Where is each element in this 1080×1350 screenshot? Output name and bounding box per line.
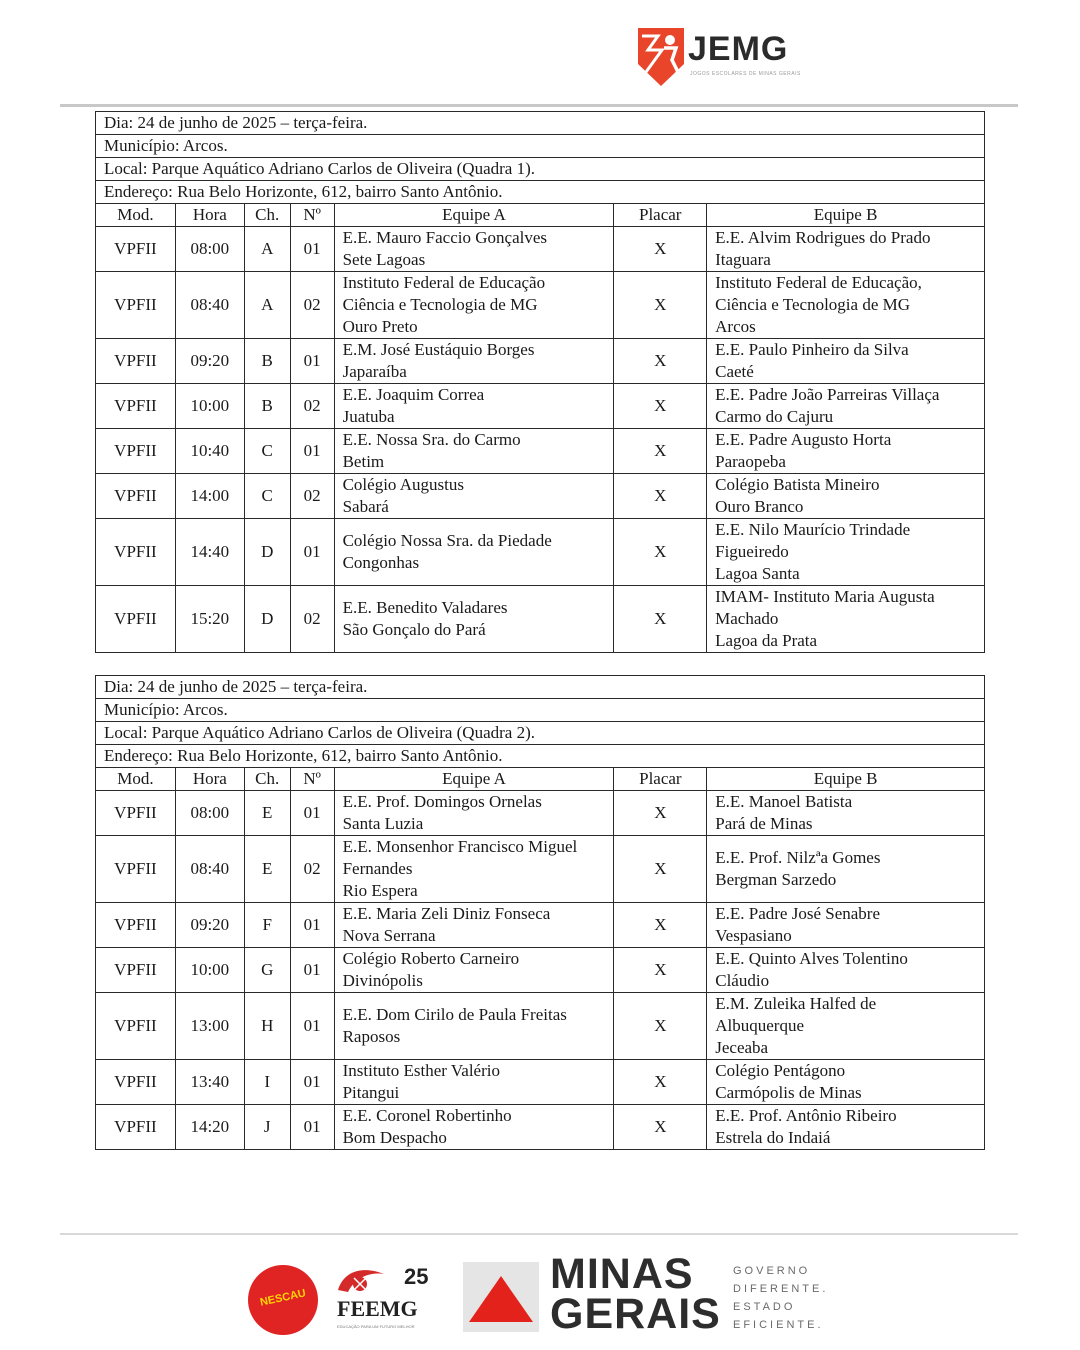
match-number-cell: 02 xyxy=(290,272,334,339)
team-line: E.E. Prof. Nilzªa Gomes xyxy=(715,848,881,867)
match-row xyxy=(96,836,985,903)
team-line: Colégio Nossa Sra. da Piedade xyxy=(342,531,552,550)
team-a-cell xyxy=(334,429,614,474)
score-cell: X xyxy=(614,474,707,519)
match-number-cell: 01 xyxy=(290,903,334,948)
team-b-cell xyxy=(707,791,985,836)
schedule-table-quadra-2 xyxy=(95,675,985,1150)
team-b-cell xyxy=(707,903,985,948)
match-row xyxy=(96,272,985,339)
team-line: Pitangui xyxy=(342,1083,400,1102)
team-line: Figueiredo xyxy=(715,542,789,561)
venue-line: Local: Parque Aquático Adriano Carlos de Oliveira (Quadra 1). xyxy=(96,158,985,181)
team-line: E.E. Paulo Pinheiro da Silva xyxy=(715,340,909,359)
team-a-cell xyxy=(334,474,614,519)
header-divider xyxy=(60,104,1018,107)
team-b-cell xyxy=(707,384,985,429)
team-line: Lagoa da Prata xyxy=(715,631,818,650)
team-line: E.E. Dom Cirilo de Paula Freitas xyxy=(342,1005,567,1024)
team-a-cell xyxy=(334,1105,614,1150)
score-cell: X xyxy=(614,993,707,1060)
match-row xyxy=(96,993,985,1060)
footer-divider xyxy=(60,1233,1018,1235)
header-ch: Ch. xyxy=(244,204,290,227)
feemg-anniversary-text: 25 xyxy=(404,1264,429,1289)
date-line: Dia: 24 de junho de 2025 – terça-feira. xyxy=(96,112,985,135)
score-cell: X xyxy=(614,227,707,272)
team-line: IMAM- Instituto Maria Augusta xyxy=(715,587,935,606)
group-cell: E xyxy=(244,791,290,836)
team-line: Carmo do Cajuru xyxy=(715,407,834,426)
team-line: E.E. Quinto Alves Tolentino xyxy=(715,949,908,968)
team-line: Juatuba xyxy=(342,407,395,426)
team-line: Ouro Branco xyxy=(715,497,804,516)
time-cell: 08:40 xyxy=(175,836,244,903)
team-line: Estrela do Indaiá xyxy=(715,1128,831,1147)
group-cell: E xyxy=(244,836,290,903)
team-b-cell xyxy=(707,429,985,474)
team-a-cell xyxy=(334,948,614,993)
group-cell: A xyxy=(244,272,290,339)
match-number-cell: 01 xyxy=(290,791,334,836)
time-cell: 10:40 xyxy=(175,429,244,474)
team-line: E.E. Manoel Batista xyxy=(715,792,853,811)
modality-cell: VPFII xyxy=(96,339,176,384)
team-b-cell xyxy=(707,519,985,586)
team-line: Vespasiano xyxy=(715,926,792,945)
team-a-cell xyxy=(334,791,614,836)
tagline-line: DIFERENTE. xyxy=(733,1283,829,1295)
group-cell: J xyxy=(244,1105,290,1150)
group-cell: F xyxy=(244,903,290,948)
team-b-cell xyxy=(707,474,985,519)
time-cell: 14:20 xyxy=(175,1105,244,1150)
match-row xyxy=(96,339,985,384)
nescau-logo xyxy=(248,1265,318,1335)
match-number-cell: 01 xyxy=(290,227,334,272)
header-placar: Placar xyxy=(614,204,707,227)
score-cell: X xyxy=(614,791,707,836)
time-cell: 15:20 xyxy=(175,586,244,653)
score-cell: X xyxy=(614,272,707,339)
team-line: Colégio Pentágono xyxy=(715,1061,846,1080)
score-cell: X xyxy=(614,519,707,586)
team-b-cell xyxy=(707,272,985,339)
header-mod: Mod. xyxy=(96,768,176,791)
team-line: Japaraíba xyxy=(342,362,407,381)
team-line: E.E. Monsenhor Francisco Miguel xyxy=(342,837,578,856)
time-cell: 08:00 xyxy=(175,791,244,836)
team-line: Betim xyxy=(342,452,385,471)
time-cell: 09:20 xyxy=(175,339,244,384)
modality-cell: VPFII xyxy=(96,791,176,836)
header-mod: Mod. xyxy=(96,204,176,227)
team-b-cell xyxy=(707,586,985,653)
match-row xyxy=(96,429,985,474)
team-a-cell xyxy=(334,519,614,586)
group-cell: C xyxy=(244,474,290,519)
match-row xyxy=(96,948,985,993)
team-line: Jeceaba xyxy=(715,1038,769,1057)
column-header-row xyxy=(96,204,985,227)
group-cell: B xyxy=(244,339,290,384)
group-cell: D xyxy=(244,586,290,653)
time-cell: 09:20 xyxy=(175,903,244,948)
team-line: Congonhas xyxy=(342,553,420,572)
team-line: E.E. Prof. Antônio Ribeiro xyxy=(715,1106,897,1125)
team-b-cell xyxy=(707,339,985,384)
match-row xyxy=(96,227,985,272)
match-row xyxy=(96,474,985,519)
team-b-cell xyxy=(707,227,985,272)
team-line: Cláudio xyxy=(715,971,770,990)
score-cell: X xyxy=(614,429,707,474)
column-header-row xyxy=(96,768,985,791)
team-line: E.E. Maria Zeli Diniz Fonseca xyxy=(342,904,551,923)
modality-cell: VPFII xyxy=(96,948,176,993)
team-line: Colégio Roberto Carneiro xyxy=(342,949,520,968)
team-b-cell xyxy=(707,1105,985,1150)
header-equipe-a: Equipe A xyxy=(334,768,614,791)
modality-cell: VPFII xyxy=(96,1060,176,1105)
team-line: E.M. Zuleika Halfed de xyxy=(715,994,877,1013)
modality-cell: VPFII xyxy=(96,519,176,586)
header-ch: Ch. xyxy=(244,768,290,791)
team-line: Arcos xyxy=(715,317,756,336)
time-cell: 13:00 xyxy=(175,993,244,1060)
team-b-cell xyxy=(707,993,985,1060)
match-number-cell: 01 xyxy=(290,519,334,586)
team-line: Instituto Esther Valério xyxy=(342,1061,500,1080)
score-cell: X xyxy=(614,1105,707,1150)
team-line: E.E. Padre João Parreiras Villaça xyxy=(715,385,940,404)
minas-word: MINAS xyxy=(550,1250,694,1298)
time-cell: 08:40 xyxy=(175,272,244,339)
team-a-cell xyxy=(334,903,614,948)
venue-line: Local: Parque Aquático Adriano Carlos de Oliveira (Quadra 2). xyxy=(96,722,985,745)
schedule-table-quadra-1 xyxy=(95,111,985,653)
tagline-line: GOVERNO xyxy=(733,1265,811,1277)
time-cell: 10:00 xyxy=(175,948,244,993)
team-line: Colégio Batista Mineiro xyxy=(715,475,880,494)
score-cell: X xyxy=(614,586,707,653)
team-a-cell xyxy=(334,384,614,429)
team-b-cell xyxy=(707,948,985,993)
team-line: E.E. Joaquim Correa xyxy=(342,385,485,404)
team-b-cell xyxy=(707,836,985,903)
team-line: Divinópolis xyxy=(342,971,423,990)
match-number-cell: 01 xyxy=(290,993,334,1060)
feemg-logo-text: FEEMG xyxy=(337,1296,418,1321)
team-line: Instituto Federal de Educação xyxy=(342,273,546,292)
match-row xyxy=(96,586,985,653)
team-b-cell xyxy=(707,1060,985,1105)
team-line: São Gonçalo do Pará xyxy=(342,620,486,639)
match-row xyxy=(96,791,985,836)
modality-cell: VPFII xyxy=(96,903,176,948)
team-line: E.E. Alvim Rodrigues do Prado xyxy=(715,228,931,247)
team-line: Raposos xyxy=(342,1027,401,1046)
team-a-cell xyxy=(334,272,614,339)
team-line: Pará de Minas xyxy=(715,814,813,833)
time-cell: 08:00 xyxy=(175,227,244,272)
team-a-cell xyxy=(334,586,614,653)
modality-cell: VPFII xyxy=(96,429,176,474)
jemg-logo-subtitle: JOGOS ESCOLARES DE MINAS GERAIS xyxy=(690,71,801,77)
group-cell: D xyxy=(244,519,290,586)
team-line: Lagoa Santa xyxy=(715,564,800,583)
team-a-cell xyxy=(334,227,614,272)
minas-gerais-emblem xyxy=(463,1262,539,1332)
group-cell: A xyxy=(244,227,290,272)
team-line: Itaguara xyxy=(715,250,771,269)
match-number-cell: 01 xyxy=(290,948,334,993)
modality-cell: VPFII xyxy=(96,227,176,272)
time-cell: 14:00 xyxy=(175,474,244,519)
team-line: E.E. Mauro Faccio Gonçalves xyxy=(342,228,548,247)
municipality-line: Município: Arcos. xyxy=(96,135,985,158)
jemg-shield-icon xyxy=(636,26,686,88)
nescau-logo-text: NESCAU xyxy=(259,1287,307,1309)
match-number-cell: 02 xyxy=(290,586,334,653)
team-line: Albuquerque xyxy=(715,1016,805,1035)
team-line: E.E. Coronel Robertinho xyxy=(342,1106,512,1125)
match-number-cell: 02 xyxy=(290,474,334,519)
tagline-line: EFICIENTE. xyxy=(733,1319,824,1331)
team-line: E.E. Nilo Maurício Trindade xyxy=(715,520,911,539)
team-line: Machado xyxy=(715,609,779,628)
team-line: E.E. Benedito Valadares xyxy=(342,598,508,617)
header-hora: Hora xyxy=(175,204,244,227)
header-num: Nº xyxy=(290,204,334,227)
team-a-cell xyxy=(334,1060,614,1105)
group-cell: G xyxy=(244,948,290,993)
address-line: Endereço: Rua Belo Horizonte, 612, bairro Santo Antônio. xyxy=(96,181,985,204)
feemg-logo xyxy=(334,1264,442,1334)
score-cell: X xyxy=(614,1060,707,1105)
match-number-cell: 01 xyxy=(290,429,334,474)
team-line: Caeté xyxy=(715,362,754,381)
team-line: Sabará xyxy=(342,497,389,516)
match-number-cell: 01 xyxy=(290,339,334,384)
team-line: E.M. José Eustáquio Borges xyxy=(342,340,535,359)
minas-gerais-wordmark xyxy=(550,1250,721,1338)
match-number-cell: 01 xyxy=(290,1105,334,1150)
modality-cell: VPFII xyxy=(96,474,176,519)
team-line: Ouro Preto xyxy=(342,317,418,336)
team-line: Bergman Sarzedo xyxy=(715,870,837,889)
team-line: Colégio Augustus xyxy=(342,475,464,494)
jemg-logo xyxy=(636,26,801,92)
team-line: Sete Lagoas xyxy=(342,250,426,269)
team-line: E.E. Nossa Sra. do Carmo xyxy=(342,430,521,449)
team-line: Ciência e Tecnologia de MG xyxy=(342,295,538,314)
footer-logos xyxy=(0,1240,1080,1350)
team-a-cell xyxy=(334,339,614,384)
modality-cell: VPFII xyxy=(96,993,176,1060)
team-line: Santa Luzia xyxy=(342,814,424,833)
team-line: Rio Espera xyxy=(342,881,418,900)
score-cell: X xyxy=(614,339,707,384)
header-placar: Placar xyxy=(614,768,707,791)
team-line: E.E. Prof. Domingos Ornelas xyxy=(342,792,542,811)
header-equipe-b: Equipe B xyxy=(707,768,985,791)
match-row xyxy=(96,903,985,948)
time-cell: 10:00 xyxy=(175,384,244,429)
match-row xyxy=(96,1060,985,1105)
header-num: Nº xyxy=(290,768,334,791)
group-cell: I xyxy=(244,1060,290,1105)
score-cell: X xyxy=(614,903,707,948)
group-cell: H xyxy=(244,993,290,1060)
group-cell: C xyxy=(244,429,290,474)
team-line: Nova Serrana xyxy=(342,926,436,945)
match-number-cell: 02 xyxy=(290,384,334,429)
score-cell: X xyxy=(614,948,707,993)
feemg-logo-subtitle: EDUCAÇÃO PARA UM FUTURO MELHOR xyxy=(337,1324,415,1329)
match-row xyxy=(96,1105,985,1150)
feemg-swoosh-icon xyxy=(334,1264,404,1298)
modality-cell: VPFII xyxy=(96,586,176,653)
score-cell: X xyxy=(614,836,707,903)
time-cell: 14:40 xyxy=(175,519,244,586)
jemg-logo-text: JEMG xyxy=(688,30,789,68)
team-line: Instituto Federal de Educação, xyxy=(715,273,922,292)
team-line: Bom Despacho xyxy=(342,1128,447,1147)
team-line: Fernandes xyxy=(342,859,413,878)
match-row xyxy=(96,384,985,429)
time-cell: 13:40 xyxy=(175,1060,244,1105)
modality-cell: VPFII xyxy=(96,1105,176,1150)
match-number-cell: 02 xyxy=(290,836,334,903)
modality-cell: VPFII xyxy=(96,836,176,903)
team-line: Carmópolis de Minas xyxy=(715,1083,862,1102)
score-cell: X xyxy=(614,384,707,429)
team-a-cell xyxy=(334,836,614,903)
team-a-cell xyxy=(334,993,614,1060)
team-line: E.E. Padre José Senabre xyxy=(715,904,881,923)
municipality-line: Município: Arcos. xyxy=(96,699,985,722)
address-line: Endereço: Rua Belo Horizonte, 612, bairro Santo Antônio. xyxy=(96,745,985,768)
match-row xyxy=(96,519,985,586)
red-triangle-icon xyxy=(463,1262,539,1332)
modality-cell: VPFII xyxy=(96,272,176,339)
modality-cell: VPFII xyxy=(96,384,176,429)
header-equipe-b: Equipe B xyxy=(707,204,985,227)
tagline-line: ESTADO xyxy=(733,1301,796,1313)
team-line: Paraopeba xyxy=(715,452,786,471)
date-line: Dia: 24 de junho de 2025 – terça-feira. xyxy=(96,676,985,699)
gerais-word: GERAIS xyxy=(550,1290,721,1338)
header-equipe-a: Equipe A xyxy=(334,204,614,227)
group-cell: B xyxy=(244,384,290,429)
team-line: Ciência e Tecnologia de MG xyxy=(715,295,911,314)
team-line: E.E. Padre Augusto Horta xyxy=(715,430,892,449)
government-tagline xyxy=(733,1262,828,1334)
header-hora: Hora xyxy=(175,768,244,791)
match-number-cell: 01 xyxy=(290,1060,334,1105)
